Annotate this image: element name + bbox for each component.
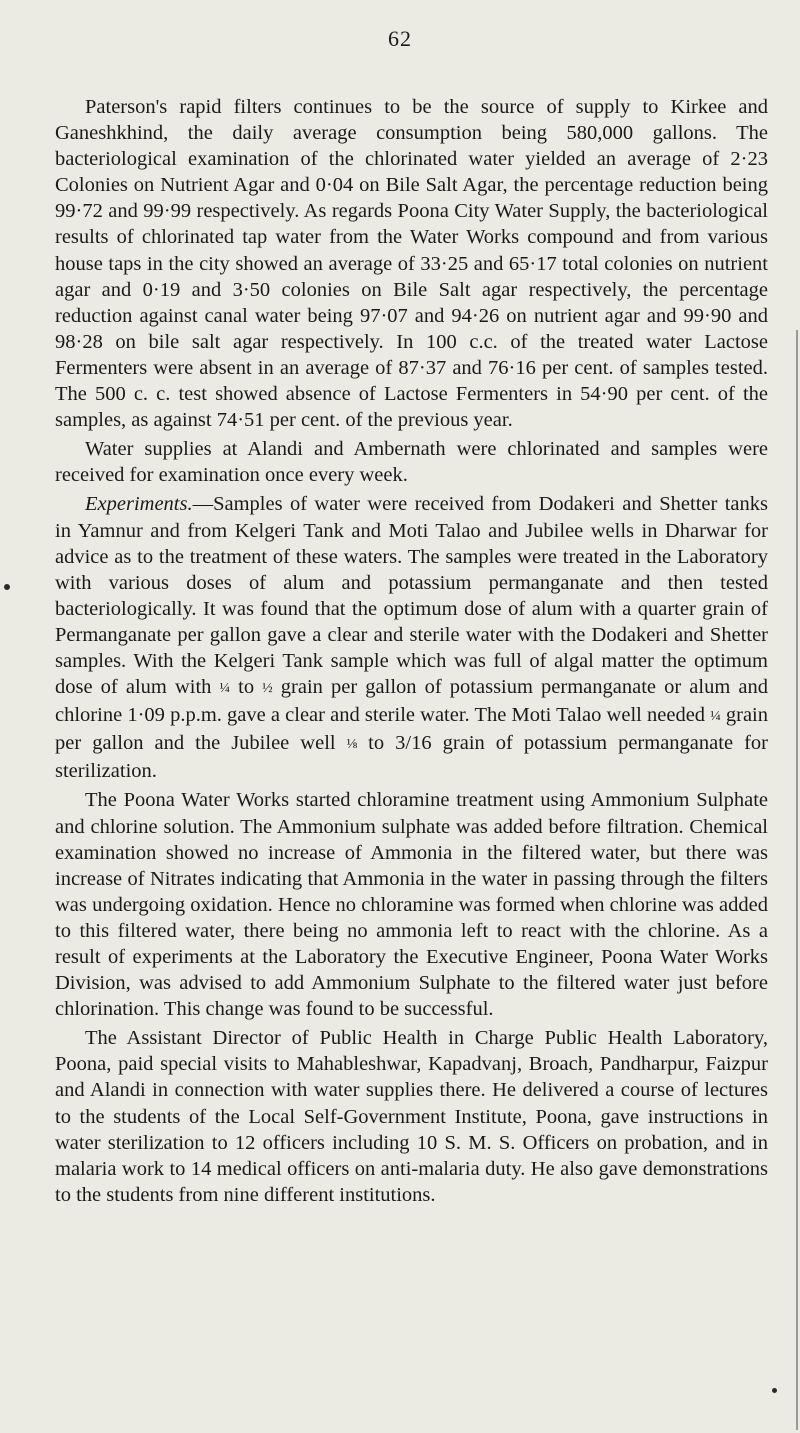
page-edge-shadow	[796, 330, 798, 1430]
experiments-text-middle: grain per gallon of potassium permanganate or alum and chlorine 1·09 p.p.m. gave a clear and sterile water. The Moti Talao well needed	[55, 676, 768, 727]
experiments-text-jubilee: grain per gallon and the Jubilee well	[55, 704, 769, 755]
fraction-one-half: ½	[262, 681, 273, 697]
fraction-one-quarter-moti-talao: ¼	[710, 709, 721, 725]
experiments-text-end: to 3/16 grain of potassium permanganate for sterilization.	[55, 732, 768, 783]
body-text	[55, 94, 768, 1208]
paragraph-experiments	[55, 491, 768, 784]
experiments-text-to: to	[230, 676, 263, 699]
experiments-heading: Experiments.	[85, 493, 193, 516]
margin-bullet-dot	[4, 584, 10, 590]
paragraph-alandi-ambernath: Water supplies at Alandi and Ambernath were chlorinated and samples were received for examination once every week.	[55, 438, 768, 487]
stray-ink-dot	[772, 1388, 777, 1393]
fraction-one-quarter: ¼	[219, 681, 231, 697]
paragraph-water-supply-results: Paterson's rapid filters continues to be the source of supply to Kirkee and Ganeshkhind, the daily average consumption being 580,000 gallons. The bacteriological examination of the chlorinated water yielded an average of 2·23 Colonies on Nutrient Agar and 0·04 on Bile Salt Agar, the percentage reduction being 99·72 and 99·99 respectively. As regards Poona City Water Supply, the bacteriological results of chlorinated tap water from the Water Works compound and from various house taps in the city showed an average of 33·25 and 65·17 total colonies on nutrient agar and 0·19 and 3·50 colonies on Bile Salt agar respectively, the percentage reduction against canal water being 97·07 and 94·26 on nutrient agar and 99·90 and 98·28 on bile salt agar respectively. In 100 c.c. of the treated water Lactose Fermenters were absent in an average of 87·37 and 76·16 per cent. of samples tested. The 500 c. c. test showed absence of Lactose Fermenters in 54·90 per cent. of the samples, as against 74·51 per cent. of the previous year.	[55, 96, 768, 432]
paragraph-chloramine-treatment: The Poona Water Works started chloramine treatment using Ammonium Sulphate and chlorine solution. The Ammonium sulphate was added before filtration. Chemical examination showed no increase of Ammonia in the filtered water, but there was increase of Nitrates indicating that Ammonia in the water in passing through the filters was undergoing oxidation. Hence no chloramine was formed when chlorine was added to this filtered water, there being no ammonia left to react with the chlorine. As a result of experiments at the Laboratory the Executive Engineer, Poona Water Works Division, was advised to add Ammonium Sulphate to the filtered water just before chlorination. This change was found to be successful.	[55, 789, 768, 1021]
experiments-text-start: —Samples of water were received from Dodakeri and Shetter tanks in Yamnur and from Kelgeri Tank and Moti Talao and Jubilee wells in Dharwar for advice as to the treatment of these waters. The samples were treated in the Laboratory with various doses of alum and potassium permanganate and then tested bacteriologically. It was found that the optimum dose of alum with a quarter grain of Permanganate per gallon gave a clear and sterile water with the Dodakeri and Shetter samples. With the Kelgeri Tank sample which was full of algal matter the optimum dose of alum with	[55, 493, 768, 699]
paragraph-assistant-director-visits: The Assistant Director of Public Health in Charge Public Health Laboratory, Poona, paid special visits to Mahableshwar, Kapadvanj, Broach, Pandharpur, Faizpur and Alandi in connection with water supplies there. He delivered a course of lectures to the students of the Local Self-Government Institute, Poona, gave instructions in water sterilization to 12 officers including 10 S. M. S. Officers on probation, and in malaria work to 14 medical officers on anti-malaria duty. He also gave demonstrations to the students from nine different institutions.	[55, 1027, 768, 1206]
page-number: 62	[388, 26, 412, 51]
fraction-one-eighth: ⅛	[346, 737, 358, 753]
